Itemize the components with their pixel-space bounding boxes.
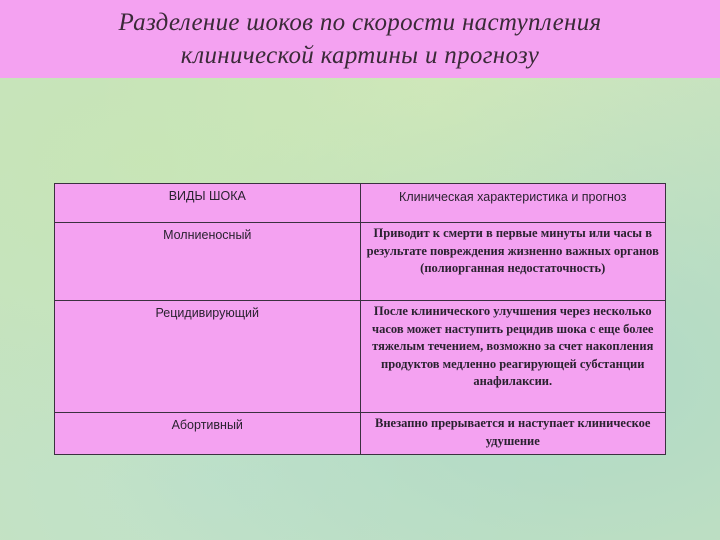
- header-types: ВИДЫ ШОКА: [55, 184, 361, 223]
- shock-type-cell: Абортивный: [55, 413, 361, 455]
- title-line-1: Разделение шоков по скорости наступления: [118, 9, 602, 36]
- table-row: [55, 301, 666, 413]
- shock-description-cell: Приводит к смерти в первые минуты или часы в результате повреждения жизненно важных органов (полиорганная недостаточность): [360, 223, 666, 301]
- header-characteristics: Клиническая характеристика и прогноз: [360, 184, 666, 223]
- title-line-2: клинической картины и прогнозу: [180, 42, 540, 69]
- table-header-row: [55, 184, 666, 223]
- table-row: [55, 413, 666, 455]
- shock-type-cell: Рецидивирующий: [55, 301, 361, 413]
- shock-description-cell: Внезапно прерывается и наступает клиническое удушение: [360, 413, 666, 455]
- table-row: [55, 223, 666, 301]
- shock-types-table: [54, 183, 666, 454]
- slide-title: [0, 6, 720, 72]
- shock-description-cell: После клинического улучшения через несколько часов может наступить рецидив шока с еще более тяжелым течением, возможно за счет накопления продуктов медленно реагирующей субстанции анафилаксии.: [360, 301, 666, 413]
- shock-type-cell: Молниеносный: [55, 223, 361, 301]
